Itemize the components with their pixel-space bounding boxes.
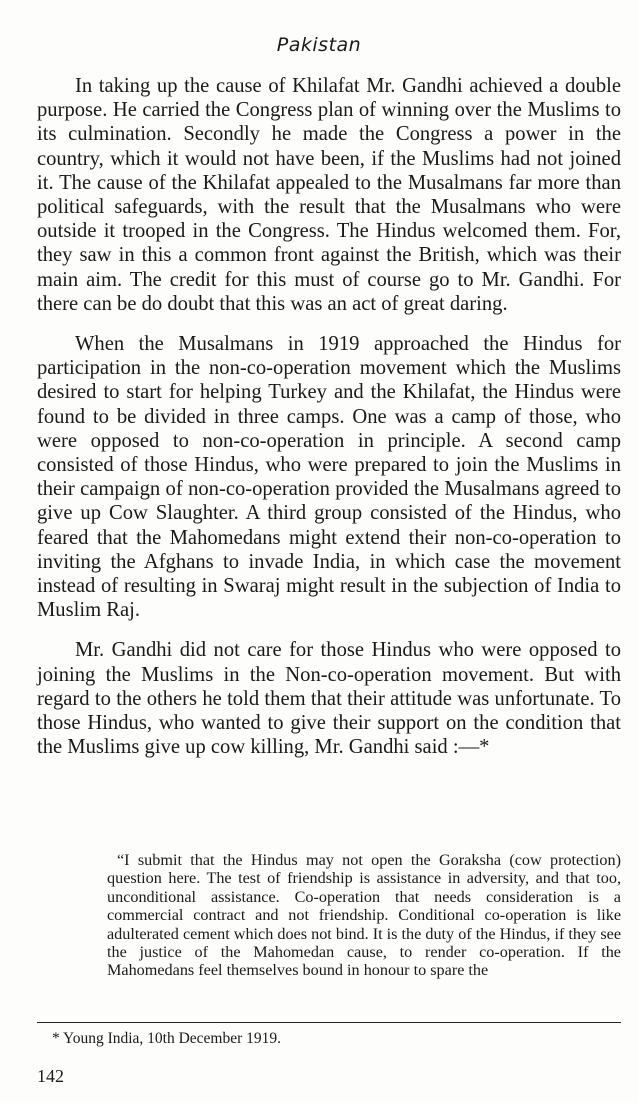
block-quote: “I submit that the Hindus may not open the Goraksha (cow protection) question here. The test of friendship is assistance in adversity, and that too, unconditional assistance. Co-operation that needs consideration is a commercial contract and not friendship. Conditional co-operation is like adulterated cement which does not bind. It is the duty of the Hindus, if they see the justice of the Mahomedan cause, to render co-operation. If the Mahomedans feel themselves bound in honour to spare the: [107, 851, 621, 980]
main-text: [37, 74, 621, 775]
footnote-divider: [37, 1022, 621, 1023]
running-title: Pakistan: [276, 34, 362, 56]
paragraph-three-camps: When the Musalmans in 1919 approached the Hindus for participation in the non-co-operation movement which the Muslims desired to start for helping Turkey and the Khilafat, the Hindus were found to be divided in three camps. One was a camp of those, who were opposed to non-co-operation in principle. A second camp consisted of those Hindus, who were prepared to join the Muslims in their campaign of non-co-operation provided the Musalmans agreed to give up Cow Slaughter. A third group consisted of the Hindus, who feared that the Mahomedans might extend their non-co-operation to inviting the Afghans to invade India, in which case the movement instead of resulting in Swaraj might result in the subjection of India to Muslim Raj.: [37, 333, 621, 622]
paragraph-gandhi-reply: Mr. Gandhi did not care for those Hindus who were opposed to joining the Muslims in the Non-co-operation movement. But with regard to the others he told them that their attitude was unfortunate. To those Hindus, who wanted to give their support on the condition that the Muslims give up cow killing, Mr. Gandhi said :—*: [37, 639, 621, 759]
footnote: * Young India, 10th December 1919.: [52, 1030, 282, 1047]
paragraph-khilafat: In taking up the cause of Khilafat Mr. Gandhi achieved a double purpose. He carried the Congress plan of winning over the Muslims to its culmination. Secondly he made the Congress a power in the country, which it would not have been, if the Muslims had not joined it. The cause of the Khilafat appealed to the Musalmans far more than political safeguards, with the result that the Musalmans who were outside it trooped in the Congress. The Hindus welcomed them. For, they saw in this a common front against the British, which was their main aim. The credit for this must of course go to Mr. Gandhi. For there can be do doubt that this was an act of great daring.: [37, 75, 621, 315]
page-number: 142: [37, 1066, 64, 1086]
